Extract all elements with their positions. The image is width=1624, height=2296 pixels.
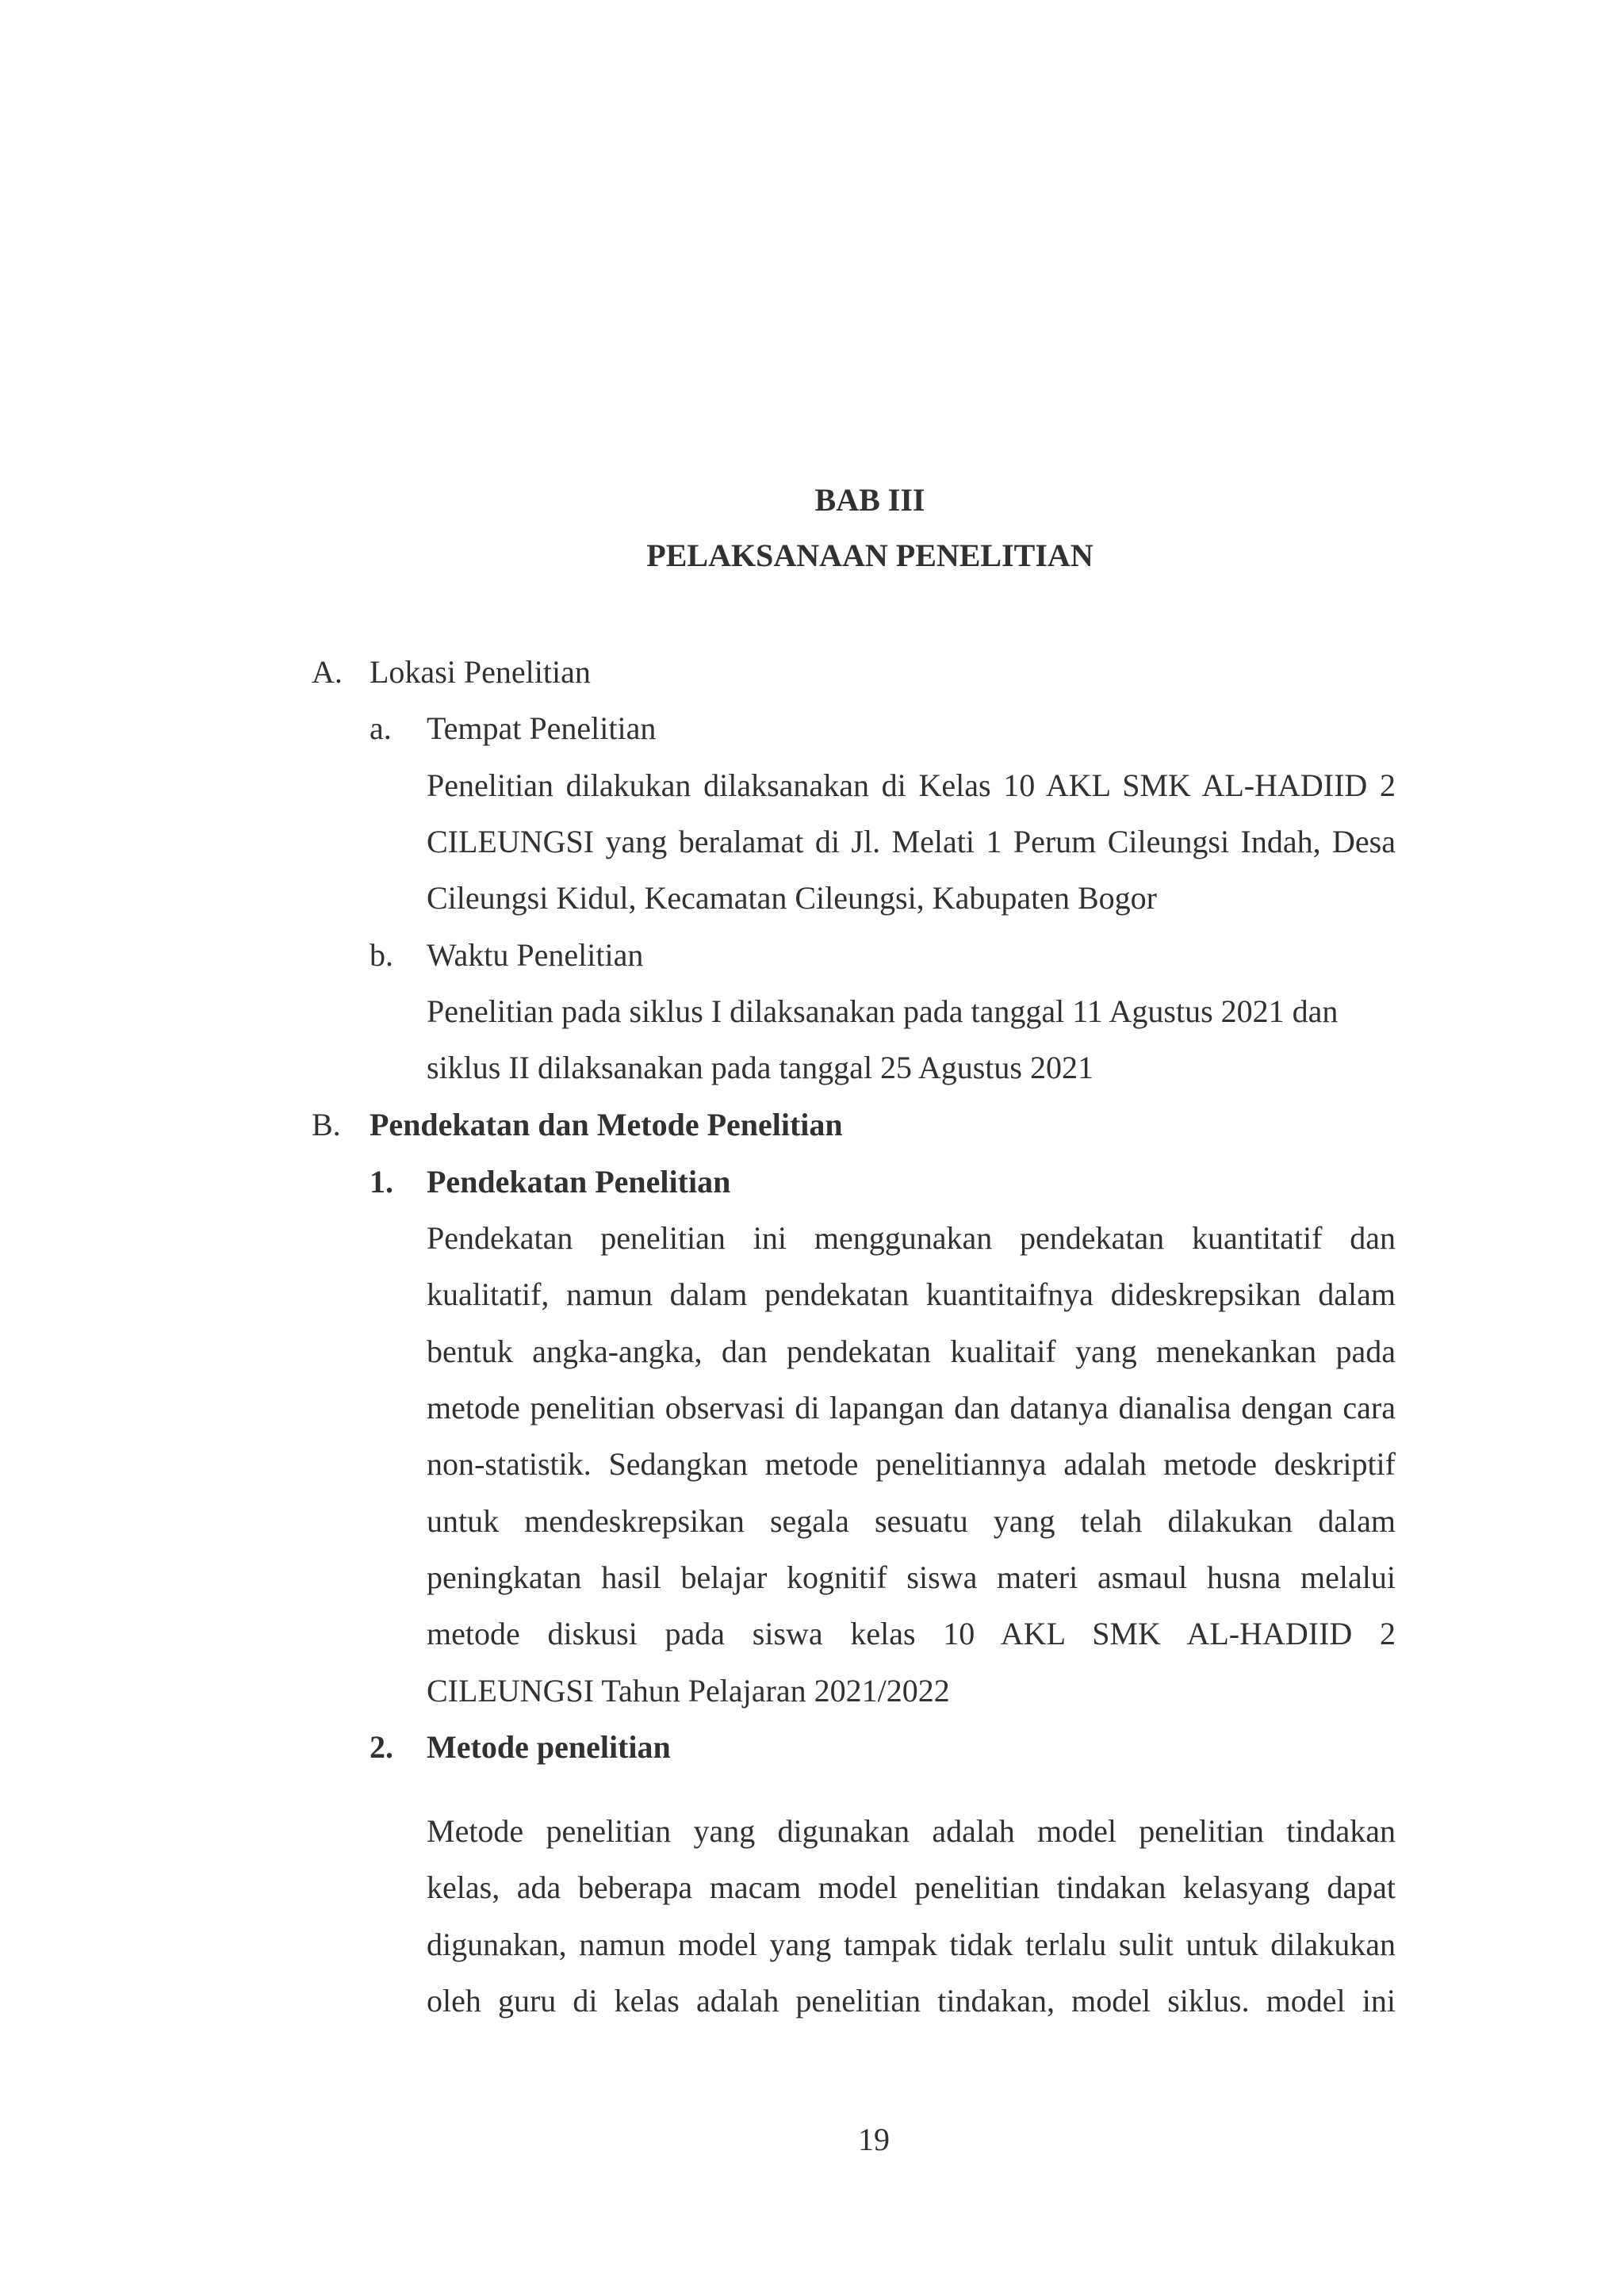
section-a-marker: A. <box>312 654 343 690</box>
item-a-text-line: Cileungsi Kidul, Kecamatan Cileungsi, Kabupaten Bogor <box>427 880 1157 916</box>
item-a-marker: a. <box>370 710 392 746</box>
item-2-marker: 2. <box>370 1729 393 1765</box>
item-1-text-line: metode diskusi pada siswa kelas 10 AKL SMK AL-HADIID 2 <box>427 1616 1396 1651</box>
page-number: 19 <box>858 2122 890 2157</box>
item-1-text-line: metode penelitian observasi di lapangan dan datanya dianalisa dengan cara <box>427 1390 1396 1425</box>
item-1-text-line: kualitatif, namun dalam pendekatan kuantitaifnya dideskrepsikan dalam <box>427 1276 1396 1312</box>
item-1-text-line: CILEUNGSI Tahun Pelajaran 2021/2022 <box>427 1673 950 1709</box>
item-2-text-line: kelas, ada beberapa macam model penelitian tindakan kelasyang dapat <box>427 1869 1396 1905</box>
item-2-heading: Metode penelitian <box>427 1729 671 1765</box>
chapter-title: PELAKSANAAN PENELITIAN <box>646 538 1094 573</box>
item-1-text-line: Pendekatan penelitian ini menggunakan pendekatan kuantitatif dan <box>427 1220 1396 1256</box>
item-1-text-line: untuk mendeskrepsikan segala sesuatu yang telah dilakukan dalam <box>427 1503 1396 1539</box>
item-1-heading: Pendekatan Penelitian <box>427 1164 731 1200</box>
section-a-heading: Lokasi Penelitian <box>370 654 591 690</box>
item-a-text-line: Penelitian dilakukan dilaksanakan di Kelas 10 AKL SMK AL-HADIID 2 <box>427 767 1396 803</box>
chapter-number: BAB III <box>814 482 925 518</box>
item-1-text-line: non-statistik. Sedangkan metode penelitiannya adalah metode deskriptif <box>427 1446 1396 1482</box>
item-a-heading: Tempat Penelitian <box>427 710 657 746</box>
item-1-text-line: peningkatan hasil belajar kognitif siswa materi asmaul husna melalui <box>427 1559 1396 1595</box>
item-b-text-line: siklus II dilaksanakan pada tanggal 25 Agustus 2021 <box>427 1050 1094 1085</box>
section-b-marker: B. <box>312 1107 341 1142</box>
item-1-marker: 1. <box>370 1164 393 1200</box>
item-2-text-line: oleh guru di kelas adalah penelitian tindakan, model siklus. model ini <box>427 1983 1396 2019</box>
item-b-marker: b. <box>370 937 393 973</box>
item-1-text-line: bentuk angka-angka, dan pendekatan kualitaif yang menekankan pada <box>427 1334 1396 1369</box>
item-b-text-line: Penelitian pada siklus I dilaksanakan pada tanggal 11 Agustus 2021 dan <box>427 993 1339 1029</box>
item-2-text-line: Metode penelitian yang digunakan adalah model penelitian tindakan <box>427 1813 1396 1849</box>
item-b-heading: Waktu Penelitian <box>427 937 644 973</box>
item-a-text-line: CILEUNGSI yang beralamat di Jl. Melati 1 Perum Cileungsi Indah, Desa <box>427 824 1396 859</box>
item-2-text-line: digunakan, namun model yang tampak tidak terlalu sulit untuk dilakukan <box>427 1927 1396 1962</box>
section-b-heading: Pendekatan dan Metode Penelitian <box>370 1107 843 1142</box>
